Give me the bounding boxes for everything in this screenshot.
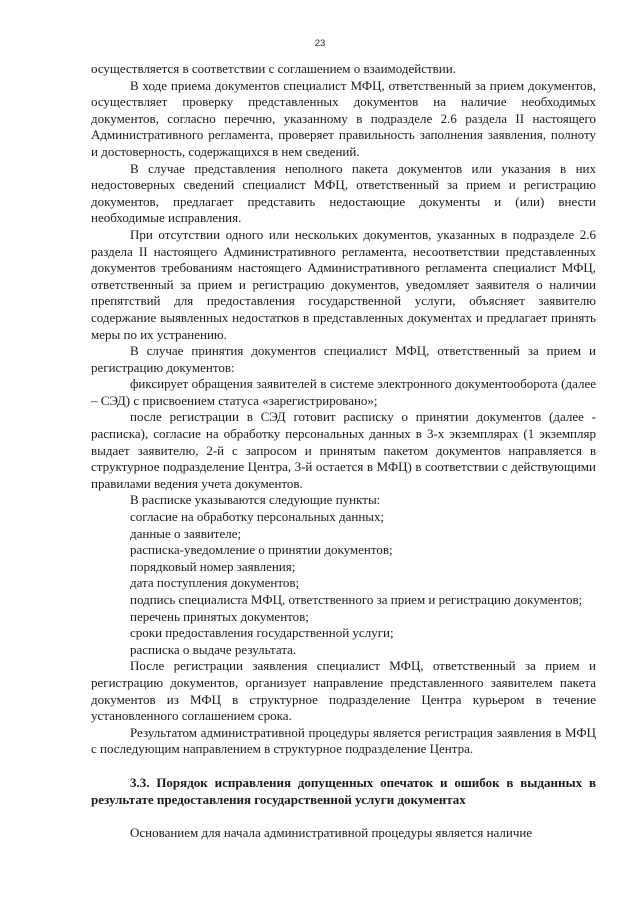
- paragraph-receipt-items-intro: В расписке указываются следующие пункты:: [130, 492, 381, 508]
- list-item: согласие на обработку персональных данных;: [130, 509, 385, 525]
- paragraph-after-registration: После регистрации заявления специалист МФЦ, ответственный за прием и регистрацию документов, организует направление представленного заявителем пакета документов из МФЦ в структурное подразделение Центра курьером в течение установленного соглашением срока.: [91, 658, 596, 724]
- paragraph-document-check: В ходе приема документов специалист МФЦ, ответственный за прием документов, осуществляет проверку представленных документов на наличие необходимых документов, согласно перечню, указанному в подразделе 2.6 раздела II настоящего Административного регламента, проверяет правильность заполнения заявления, полноту и достоверность, содержащихся в нем сведений.: [91, 77, 596, 159]
- document-body: [91, 61, 596, 842]
- list-item-signature: подпись специалиста МФЦ, ответственного за прием и регистрацию документов;: [130, 592, 583, 607]
- paragraph-receipt-preparation: после регистрации в СЭД готовит расписку о принятии документов (далее - расписка), согласие на обработку персональных данных в 3-х экземплярах (1 экземпляр выдает заявителю, 2-й с запросом и принятым пакетом документов направляется в структурное подразделение Центра, 3-й остается в МФЦ) в соответствии с действующими правилами ведения учета документов.: [91, 409, 596, 491]
- list-item: порядковый номер заявления;: [130, 558, 296, 574]
- paragraph-continuation: осуществляется в соответствии с соглашением о взаимодействии.: [91, 61, 456, 76]
- paragraph-incomplete-package: В случае представления неполного пакета документов или указания в них недостоверных сведений специалист МФЦ, ответственный за прием и регистрацию документов, предлагает представить недостающие документы и (или) внести необходимые исправления.: [91, 160, 596, 226]
- section-heading: 3.3. Порядок исправления допущенных опечаток и ошибок в выданных в результате предоставления государственной услуги документах: [91, 774, 596, 807]
- paragraph-procedure-result: Результатом административной процедуры является регистрация заявления в МФЦ с последующим направлением в структурное подразделение Центра.: [91, 724, 596, 757]
- list-item: расписка-уведомление о принятии документов;: [130, 542, 393, 558]
- list-item: перечень принятых документов;: [130, 608, 309, 624]
- list-item: дата поступления документов;: [130, 575, 300, 591]
- paragraph-acceptance: В случае принятия документов специалист МФЦ, ответственный за прием и регистрацию документов:: [91, 343, 596, 375]
- list-item: данные о заявителе;: [130, 525, 242, 541]
- paragraph-final: Основанием для начала административной процедуры является наличие: [130, 825, 533, 841]
- paragraph-sed-registration: фиксирует обращения заявителей в системе электронного документооборота (далее – СЭД) с присвоением статуса «зарегистрировано»;: [91, 376, 596, 408]
- list-item: сроки предоставления государственной услуги;: [130, 625, 394, 641]
- list-item: расписка о выдаче результата.: [130, 641, 297, 657]
- page-number: 23: [314, 38, 326, 49]
- paragraph-missing-documents: При отсутствии одного или нескольких документов, указанных в подразделе 2.6 раздела II настоящего Административного регламента, несоответствии представленных документов требованиям настоящего Административного регламента специалист МФЦ, ответственный за прием и регистрацию документов, уведомляет заявителя о наличии препятствий для предоставления государственной услуги, объясняет заявителю содержание выявленных недостатков в представленных документах и предлагает принять меры по их устранению.: [91, 226, 596, 342]
